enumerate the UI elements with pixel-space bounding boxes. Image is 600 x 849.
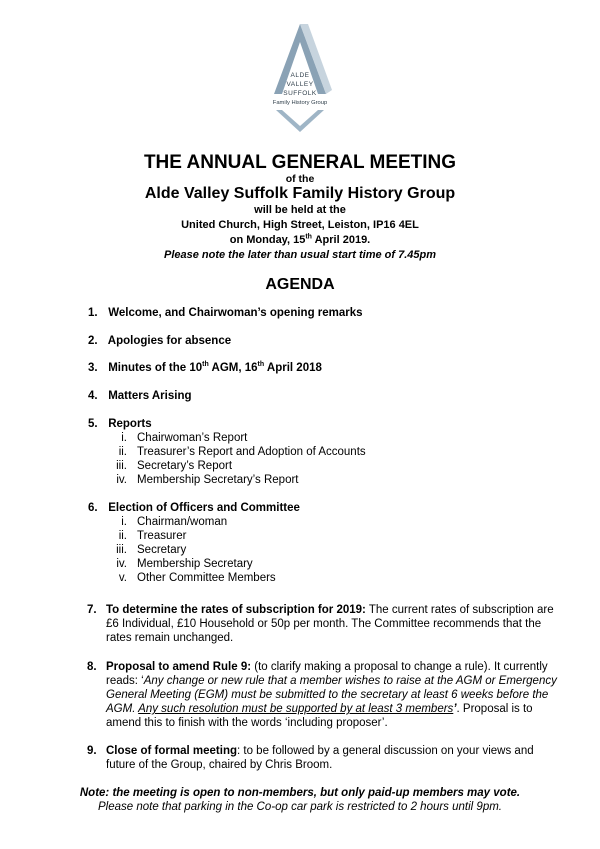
- meeting-title: THE ANNUAL GENERAL MEETING: [143, 152, 457, 173]
- agenda-item-8: 8. Proposal to amend Rule 9: (to clarify making a proposal to change a rule). It currently reads: ‘Any change or new rule that a member wishes to raise at the AGM or Emergency General Meeting (EGM) must be submitted to the secretary at least 6 weeks before the AGM. Any such resolution must be supported by at least 3 members’. Proposal is to amend this to finish with the words ‘including proposer’.: [87, 661, 557, 729]
- agenda-item-7: 7. To determine the rates of subscription for 2019: The current rates of subscription are £6 Individual, £10 Household or 50p per month. The Committee recommends that the rates remain unchanged.: [87, 604, 554, 644]
- date-line: on Monday, 15th April 2019.: [229, 233, 371, 246]
- agenda-item-4: 4. Matters Arising: [88, 390, 192, 402]
- agenda-heading: AGENDA: [265, 276, 335, 293]
- footer-parking-note: Please note that parking in the Co-op car park is restricted to 2 hours until 9pm.: [98, 801, 502, 813]
- agenda-item-1: 1. Welcome, and Chairwoman’s opening remarks: [88, 307, 363, 319]
- logo-line-valley: VALLEY: [286, 81, 314, 88]
- logo-line-suffolk: SUFFOLK: [283, 90, 317, 97]
- of-the-line: of the: [285, 173, 315, 185]
- start-time-note: Please note the later than usual start time of 7.45pm: [163, 249, 437, 261]
- agenda-item-9: 9. Close of formal meeting: to be followed by a general discussion on your views and future of the Group, chaired by Chris Broom.: [87, 745, 534, 771]
- agenda-item-6: 6. Election of Officers and Committee: [88, 502, 300, 514]
- agenda-item-5: 5. Reports: [88, 418, 152, 430]
- footer-voting-note: Note: the meeting is open to non-members, but only paid-up members may vote.: [79, 787, 521, 799]
- logo-line-alde: ALDE: [290, 72, 310, 79]
- logo-line-fhg: Family History Group: [272, 100, 328, 106]
- group-logo: [258, 22, 342, 134]
- agenda-item-3: 3. Minutes of the 10th AGM, 16th April 2018: [88, 361, 322, 374]
- held-at-line: will be held at the: [254, 204, 346, 216]
- venue-line: United Church, High Street, Leiston, IP16 4EL: [181, 219, 419, 231]
- group-name: Alde Valley Suffolk Family History Group: [144, 185, 456, 202]
- agenda-item-2: 2. Apologies for absence: [88, 335, 232, 347]
